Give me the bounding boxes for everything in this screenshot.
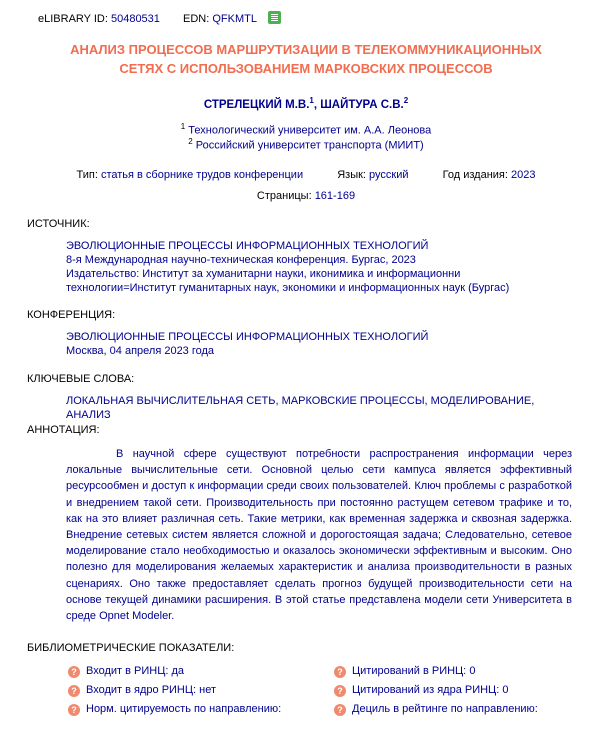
author-link-2[interactable]: ШАЙТУРА С.В. [320, 98, 404, 111]
conference-name-link[interactable]: ЭВОЛЮЦИОННЫЕ ПРОЦЕССЫ ИНФОРМАЦИОННЫХ ТЕХНОЛОГИЙ [66, 331, 429, 343]
annotation-text: В научной сфере существуют потребности распространения информации через локальные вычислительные сети. Основной целью сети кампуса является эффективный ресурсообмен и доступ к информации среди своих пользователей. Ключ проблемы с разработкой и внедрением такой сети. Производительность при постоянно растущем сетевом трафике и то, как на это влияет различная сеть. Такие метрики, как временная задержка и сквозная задержка. Внедрение сетевых систем является сложной и дорогостоящая задача; Следовательно, сетевое моделирование стало необходимостью и оказалось экономически эффективным и высоким. Оно полезно для моделирования желаемых характеристик и анализа производительности в разных сценариях. Оно также предоставляет сделать прогноз будущей производительности сети на основе текущей динамики расширения. В этой статье представлена модели сети Университета в среде Opnet Modeler. [66, 448, 572, 623]
source-publisher: Издательство: Институт за хуманитарни науки, иконимика и информационни технологии=Институт гуманитарных наук, экономики и информационных наук (Бургас) [66, 268, 510, 294]
bib-rinc-value: да [171, 665, 185, 677]
author-link-1[interactable]: СТРЕЛЕЦКИЙ М.В. [203, 98, 310, 111]
annotation-heading: АННОТАЦИЯ: [27, 424, 100, 436]
source-block [66, 239, 566, 295]
help-icon[interactable]: ? [334, 704, 346, 716]
affiliation-1-sup: 1 [180, 122, 186, 131]
bib-citations-rinc [334, 665, 475, 678]
bib-decile-label: Дециль в рейтинге по направлению: [352, 703, 538, 715]
keywords-list[interactable]: ЛОКАЛЬНАЯ ВЫЧИСЛИТЕЛЬНАЯ СЕТЬ, МАРКОВСКИЕ ПРОЦЕССЫ, МОДЕЛИРОВАНИЕ, АНАЛИЗ [66, 395, 535, 421]
bib-norm-citation [68, 703, 281, 716]
pages [0, 190, 612, 202]
language-label: Язык: [337, 169, 366, 181]
pages-value: 161-169 [314, 190, 356, 202]
pages-label: Страницы: [256, 190, 312, 202]
author-2-affiliation-sup: 2 [403, 96, 409, 105]
article-title [0, 40, 612, 78]
bib-citations-core [334, 684, 508, 697]
affiliation-1-link[interactable]: Технологический университет им. А.А. Леонова [188, 124, 432, 137]
author-separator: , [313, 98, 321, 111]
source-edition: 8-я Международная научно-техническая конференция. Бургас, 2023 [66, 254, 416, 266]
conference-heading: КОНФЕРЕНЦИЯ: [27, 309, 116, 321]
qr-code-icon[interactable] [268, 11, 281, 24]
type-value: статья в сборнике трудов конференции [100, 169, 304, 181]
bib-decile [334, 703, 538, 716]
keywords-heading: КЛЮЧЕВЫЕ СЛОВА: [27, 373, 135, 385]
bib-rinc-core [68, 684, 216, 697]
bib-rinc [68, 665, 184, 678]
affiliation-2-link[interactable]: Российский университет транспорта (МИИТ) [195, 139, 424, 152]
affiliation-2-sup: 2 [188, 137, 193, 146]
conference-place-date: Москва, 04 апреля 2023 года [66, 345, 215, 357]
language-value: русский [369, 169, 409, 181]
bib-citations-rinc-value: 0 [469, 665, 476, 677]
header-ids [38, 11, 281, 25]
source-journal-link[interactable]: ЭВОЛЮЦИОННЫЕ ПРОЦЕССЫ ИНФОРМАЦИОННЫХ ТЕХНОЛОГИЙ [66, 240, 429, 252]
bib-citations-core-label: Цитирований из ядра РИНЦ: [352, 684, 500, 696]
bibliometrics-heading: БИБЛИОМЕТРИЧЕСКИЕ ПОКАЗАТЕЛИ: [27, 642, 235, 654]
type-label: Тип: [76, 169, 98, 181]
edn-label: EDN: [182, 13, 210, 25]
authors [0, 96, 612, 111]
help-icon[interactable]: ? [334, 666, 346, 678]
bib-rinc-core-label: Входит в ядро РИНЦ: [86, 684, 197, 696]
bib-rinc-core-value: нет [199, 684, 217, 696]
conference-block [66, 330, 566, 358]
help-icon[interactable]: ? [68, 685, 80, 697]
year-label: Год издания: [442, 169, 508, 181]
year-value: 2023 [511, 169, 536, 181]
affiliation-2 [0, 137, 612, 152]
title-line-1: АНАЛИЗ ПРОЦЕССОВ МАРШРУТИЗАЦИИ В ТЕЛЕКОММУНИКАЦИОННЫХ [70, 42, 542, 57]
bib-citations-core-value: 0 [502, 684, 509, 696]
elibrary-id-label: eLIBRARY ID: [38, 13, 108, 25]
bib-rinc-label: Входит в РИНЦ: [86, 665, 169, 677]
publication-meta [0, 169, 612, 181]
author-1-affiliation-sup: 1 [309, 96, 314, 105]
affiliation-1 [0, 122, 612, 137]
source-heading: ИСТОЧНИК: [27, 218, 90, 230]
elibrary-id-value: 50480531 [110, 13, 160, 25]
title-line-2: СЕТЯХ С ИСПОЛЬЗОВАНИЕМ МАРКОВСКИХ ПРОЦЕССОВ [119, 61, 493, 76]
help-icon[interactable]: ? [334, 685, 346, 697]
bib-norm-citation-label: Норм. цитируемость по направлению: [86, 703, 282, 715]
help-icon[interactable]: ? [68, 704, 80, 716]
help-icon[interactable]: ? [68, 666, 80, 678]
bib-citations-rinc-label: Цитирований в РИНЦ: [352, 665, 467, 677]
edn-value[interactable]: QFKMTL [212, 13, 257, 25]
